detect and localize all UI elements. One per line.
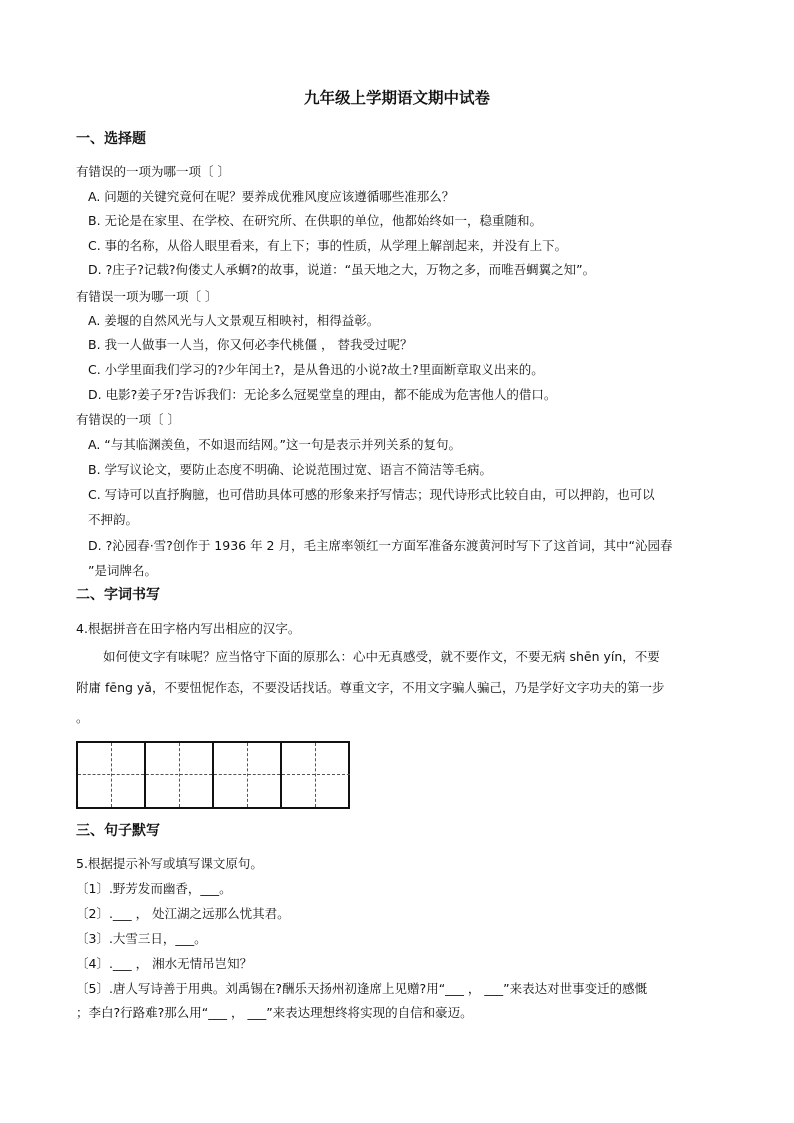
question-2-stem: 有错误一项为哪一项〔 〕	[76, 289, 218, 304]
grid-cell-4[interactable]	[282, 743, 350, 807]
q3-option-d-cont: ”是词牌名。	[88, 563, 157, 578]
question-4-stem: 4.根据拼音在田字格内写出相应的汉字。	[76, 621, 301, 636]
q3-option-c: C. 写诗可以直抒胸臆，也可借助具体可感的形象来抒写情志；现代诗形式比较自由，可以押韵，也可以	[88, 487, 655, 502]
q5-item-2: 〔2〕.___ ， 处江湖之远那么忧其君。	[76, 906, 290, 921]
q3-option-b: B. 学写议论文，要防止态度不明确、论说范围过宽、语言不简洁等毛病。	[88, 462, 493, 477]
question-5-stem: 5.根据提示补写或填写课文原句。	[76, 856, 263, 871]
q3-option-d: D. ?沁园春·雪?创作于 1936 年 2 月，毛主席率领红一方面军准备东渡黄河时写下了这首词，其中“沁园春	[88, 538, 673, 553]
section-heading-choice: 一、选择题	[76, 131, 146, 147]
question-4-para-line-2: 附庸 fēng yǎ，不要忸怩作态，不要没话找话。尊重文字，不用文字骗人骗己，乃是学好文字功夫的第一步	[76, 680, 665, 695]
q2-option-d: D. 电影?姜子牙?告诉我们：无论多么冠冕堂皇的理由，都不能成为危害他人的借口。	[88, 387, 557, 402]
grid-cell-1[interactable]	[78, 743, 146, 807]
q1-option-b: B. 无论是在家里、在学校、在研究所、在供职的单位，他都始终如一，稳重随和。	[88, 213, 543, 228]
tianzi-grid[interactable]	[76, 741, 350, 809]
q1-option-c: C. 事的名称，从俗人眼里看来，有上下；事的性质，从学理上解剖起来，并没有上下。	[88, 238, 568, 253]
q5-item-5: 〔5〕.唐人写诗善于用典。刘禹锡在?酬乐天扬州初逢席上见赠?用“___ ， ___”来表达对世事变迁的感慨	[76, 981, 648, 996]
q3-option-c-cont: 不押韵。	[88, 512, 139, 527]
q2-option-a: A. 姜堰的自然风光与人文景观互相映衬，相得益彰。	[88, 313, 380, 328]
q3-option-a: A. “与其临渊羡鱼，不如退而结网。”这一句是表示并列关系的复句。	[88, 437, 461, 452]
q5-item-5-cont: ；李白?行路难?那么用“___ ， ___”来表达理想终将实现的自信和豪迈。	[76, 1005, 473, 1020]
question-3-stem: 有错误的一项〔 〕	[76, 412, 180, 427]
question-4-para-line-3: 。	[76, 710, 89, 725]
q2-option-c: C. 小学里面我们学习的?少年闰土?，是从鲁迅的小说?故土?里面断章取义出来的。	[88, 362, 544, 377]
grid-cell-2[interactable]	[146, 743, 214, 807]
grid-cell-3[interactable]	[214, 743, 282, 807]
page-title: 九年级上学期语文期中试卷	[303, 89, 490, 107]
section-heading-words: 二、字词书写	[76, 587, 160, 603]
q1-option-a: A. 问题的关键究竟何在呢？要养成优雅风度应该遵循哪些准那么？	[88, 189, 455, 204]
q5-item-3: 〔3〕.大雪三日，___。	[76, 931, 207, 946]
q5-item-1: 〔1〕.野芳发而幽香，___。	[76, 881, 232, 896]
q2-option-b: B. 我一人做事一人当，你又何必李代桃僵 ， 替我受过呢？	[88, 337, 413, 352]
question-4-para-line-1: 如何使文字有味呢？应当恪守下面的原那么：心中无真感受，就不要作文，不要无病 shēn yín，不要	[103, 649, 660, 664]
question-1-stem: 有错误的一项为哪一项〔 〕	[76, 164, 230, 179]
q1-option-d: D. ?庄子?记载?佝偻丈人承蜩?的故事，说道：“虽天地之大，万物之多，而唯吾蜩翼之知”。	[88, 262, 596, 277]
q5-item-4: 〔4〕.___ ， 湘水无情吊岂知？	[76, 956, 253, 971]
section-heading-recitation: 三、句子默写	[76, 823, 160, 839]
